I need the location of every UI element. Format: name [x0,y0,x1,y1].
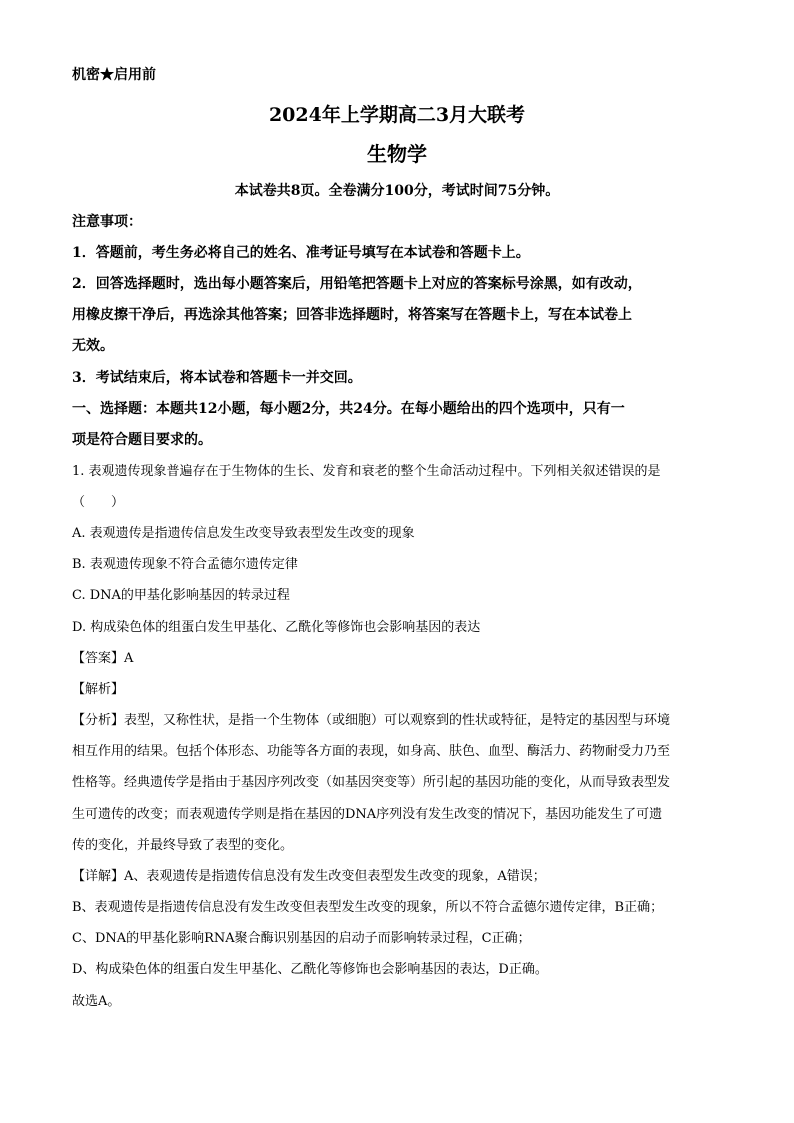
option-b: B. 表观遗传现象不符合孟德尔遗传定律 [72,557,298,572]
detail-line-d: D、构成染色体的组蛋白发生甲基化、乙酰化等修饰也会影响基因的表达，D正确。 [72,962,548,977]
note-item-2-line-2: 用橡皮擦干净后，再选涂其他答案；回答非选择题时，将答案写在答题卡上，写在本试卷上 [72,307,632,323]
note-item-3: 3．考试结束后，将本试卷和答题卡一并交回。 [72,370,362,386]
analysis-line-1: 【分析】表型，又称性状，是指一个生物体（或细胞）可以观察到的性状或特征，是特定的基因型与环境 [72,713,671,728]
analysis-line-2: 相互作用的结果。包括个体形态、功能等各方面的表现，如身高、肤色、血型、酶活力、药物耐受力乃至 [72,744,671,759]
section-heading-line-2: 项是符合题目要求的。 [72,432,212,448]
answer-label: 【答案】A [72,651,134,666]
analysis-line-4: 生可遗传的改变；而表观遗传学则是指在基因的DNA序列没有发生改变的情况下，基因功能发生了可遗 [72,807,663,822]
question-stem-line-1: 1. 表观遗传现象普遍存在于生物体的生长、发育和衰老的整个生命活动过程中。下列相关叙述错误的是 [72,464,661,479]
exam-title: 2024年上学期高二3月大联考 [268,104,526,126]
detail-line-b: B、表观遗传是指遗传信息没有发生改变但表型发生改变的现象，所以不符合孟德尔遗传定律，B正确； [72,900,664,915]
note-item-1: 1．答题前，考生务必将自己的姓名、准考证号填写在本试卷和答题卡上。 [72,245,530,261]
question-stem-line-2: （ ） [72,495,125,510]
conclusion: 故选A。 [72,994,121,1009]
note-item-2-line-3: 无效。 [72,338,114,354]
detail-line-c: C、DNA的甲基化影响RNA聚合酶识别基因的启动子而影响转录过程，C正确； [72,931,531,946]
confidential-label: 机密★启用前 [72,67,156,83]
note-item-2-line-1: 2．回答选择题时，选出每小题答案后，用铅笔把答题卡上对应的答案标号涂黑，如有改动， [72,276,642,292]
option-d: D. 构成染色体的组蛋白发生甲基化、乙酰化等修饰也会影响基因的表达 [72,620,481,635]
analysis-label: 【解析】 [72,682,125,697]
analysis-line-3: 性格等。经典遗传学是指由于基因序列改变（如基因突变等）所引起的基因功能的变化，从而导致表型发 [72,775,671,790]
analysis-line-5: 传的变化，并最终导致了表型的变化。 [72,838,294,853]
section-heading-line-1: 一、选择题：本题共12小题，每小题2分，共24分。在每小题给出的四个选项中，只有一 [72,401,625,417]
subject-title: 生物学 [367,142,427,166]
option-c: C. DNA的甲基化影响基因的转录过程 [72,588,290,603]
option-a: A. 表观遗传是指遗传信息发生改变导致表型发生改变的现象 [72,526,415,541]
notes-heading: 注意事项： [72,214,142,230]
detail-line-a: 【详解】A、表观遗传是指遗传信息没有发生改变但表型发生改变的现象，A错误； [72,869,546,884]
exam-subtitle: 本试卷共8页。全卷满分100分，考试时间75分钟。 [234,183,560,199]
